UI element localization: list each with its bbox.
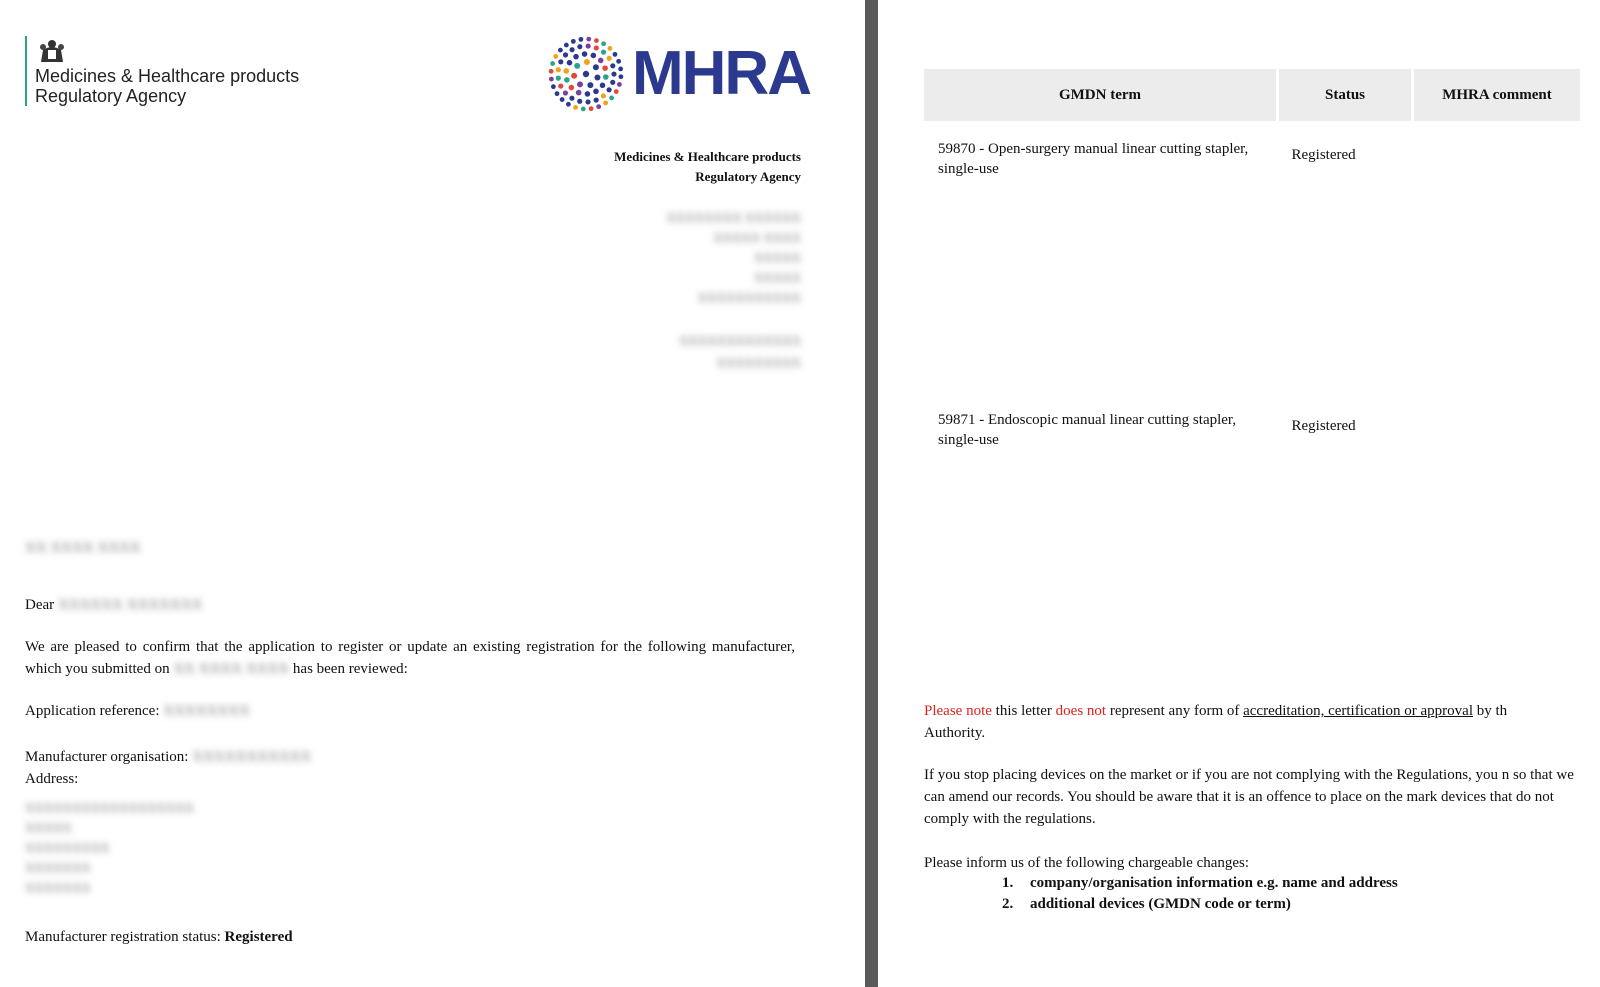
column-header-mhra-comment: MHRA comment	[1413, 69, 1581, 121]
redacted-line: XXXXX	[754, 270, 801, 285]
redacted-line: XXXXXXX	[25, 860, 91, 875]
accreditation-text: accreditation, certification or approval	[1243, 703, 1473, 719]
please-note-text: Please note	[924, 703, 992, 719]
comment-cell	[1413, 121, 1581, 392]
note-text: Authority.	[924, 725, 986, 741]
redacted-line: XXXXXXXXXXX	[697, 290, 801, 305]
salutation-word: Dear	[25, 597, 55, 613]
note-text: represent any form of	[1109, 703, 1240, 719]
agency-address-line: Medicines & Healthcare products	[614, 149, 801, 164]
manufacturer-org-label: Manufacturer organisation:	[25, 749, 189, 765]
redacted-line: XXXXX XXXX	[713, 230, 801, 245]
govt-agency-name: Medicines & Healthcare products Regulatory Agency	[35, 66, 300, 106]
mhra-dots-icon	[548, 36, 628, 112]
redacted-line: XXXXXXXXXXXXX	[678, 333, 801, 348]
salutation	[25, 594, 795, 616]
redacted-line: XXXXX	[754, 250, 801, 265]
intro-text-end: has been reviewed:	[292, 661, 408, 677]
address-label: Address:	[25, 771, 79, 787]
applicant-address	[25, 798, 194, 898]
redacted-address	[666, 208, 801, 308]
list-item	[1002, 894, 1398, 915]
comment-cell	[1413, 392, 1581, 451]
registration-status	[25, 926, 795, 948]
chargeable-changes-intro: Please inform us of the following chargeable changes:	[924, 855, 1250, 871]
manufacturer-organisation	[25, 746, 795, 768]
column-header-status: Status	[1278, 69, 1413, 121]
compliance-note: If you stop placing devices on the market or if you are not complying with the Regulations, you n so that we can amend our records. You should be aware that it is an offence to place on the mark devices that do not comply with the regulations.	[924, 767, 1574, 827]
redacted-line: XXXXXXXX XXXXXX	[666, 210, 801, 225]
govt-identity	[25, 36, 335, 106]
registration-status-label: Manufacturer registration status:	[25, 929, 221, 945]
list-number: 2.	[1002, 896, 1014, 912]
agency-address-line: Regulatory Agency	[695, 169, 801, 184]
submitted-date: XX XXXX XXXX	[173, 661, 290, 677]
letter-date: XX XXXX XXXX	[25, 540, 141, 556]
status-cell: Registered	[1291, 147, 1356, 163]
application-reference	[25, 700, 795, 722]
intro-text: We are pleased to confirm that the application to register or update an existing registration for the following manufacturer, which you submitted on	[25, 639, 795, 677]
agency-address-header	[614, 147, 801, 187]
redacted-line: XXXXXXXXX	[716, 355, 801, 370]
gmdn-term-cell: 59870 - Open-surgery manual linear cutting stapler, single-use	[938, 141, 1249, 177]
status-cell: Registered	[1291, 418, 1356, 434]
recipient-name: XXXXXX XXXXXXX	[57, 597, 203, 613]
note-text: by th	[1476, 703, 1508, 719]
list-text: additional devices (GMDN code or term)	[1030, 896, 1291, 912]
application-reference-label: Application reference:	[25, 703, 160, 719]
page-divider	[865, 0, 878, 987]
redacted-line: XXXXX	[25, 820, 72, 835]
table-header-row	[924, 69, 1580, 121]
gmdn-table	[924, 69, 1580, 451]
table-row	[924, 392, 1580, 451]
registration-status-value: Registered	[224, 929, 293, 945]
mhra-logo-text: MHRA	[632, 39, 810, 108]
redacted-contact	[679, 330, 801, 374]
royal-crest-icon	[35, 36, 69, 64]
redacted-line: XXXXXXXXXXXXXXXXXX	[25, 800, 194, 815]
list-item	[1002, 873, 1398, 894]
mhra-logo	[548, 36, 808, 112]
letter-page-2	[878, 0, 1600, 987]
intro-paragraph	[25, 636, 795, 680]
manufacturer-org-value: XXXXXXXXXXX	[192, 749, 312, 765]
redacted-line: XXXXXXX	[25, 880, 91, 895]
list-text: company/organisation information e.g. name and address	[1030, 875, 1398, 891]
does-not-text: does not	[1055, 703, 1107, 719]
column-header-gmdn-term: GMDN term	[924, 69, 1278, 121]
redacted-line: XXXXXXXXX	[25, 840, 110, 855]
note-text: this letter	[995, 703, 1052, 719]
gmdn-term-cell: 59871 - Endoscopic manual linear cutting stapler, single-use	[938, 412, 1237, 448]
disclaimer-note	[924, 700, 1584, 744]
chargeable-changes-list	[1002, 873, 1398, 915]
table-row	[924, 121, 1580, 392]
application-reference-value: XXXXXXXX	[163, 703, 250, 719]
list-number: 1.	[1002, 875, 1014, 891]
